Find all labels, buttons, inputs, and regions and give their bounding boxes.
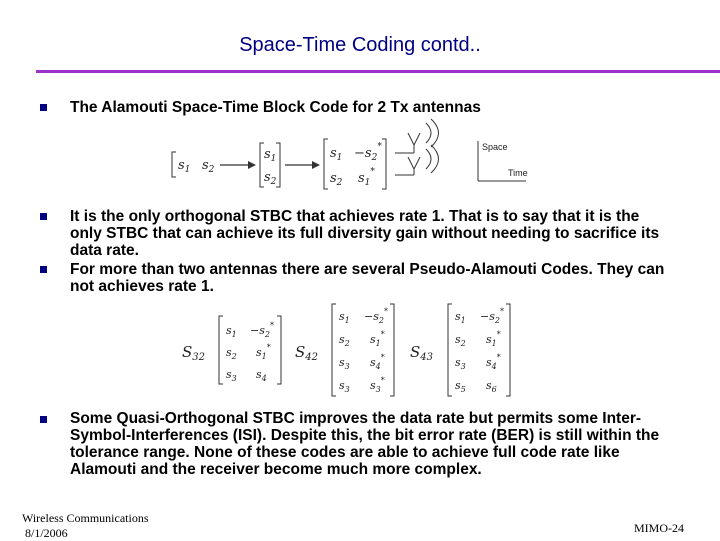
bullet-marker xyxy=(40,213,47,220)
alamouti-diagram xyxy=(0,115,720,210)
bullet-text-quasi-orthogonal: Some Quasi-Orthogonal STBC improves the data rate but permits some Inter-Symbol-Interferences (ISI). Despite this, the bit error rate (BER) is still within the tolerance range. None of these codes are able to achieve full code rate like Alamouti and the receiver become much more complex. xyxy=(70,410,660,478)
s42-entry-32: $s_4^*$ xyxy=(370,353,385,371)
alamouti-entry-11: $s_1$ xyxy=(330,146,343,163)
s32-entry-31: $s_3$ xyxy=(226,368,237,383)
s32-entry-32: $s_4$ xyxy=(256,368,267,383)
pseudo-alamouti-matrices xyxy=(0,296,720,404)
s42-entry-41: $s_3$ xyxy=(339,379,350,394)
matrix-label-s42: $S_{42}$ xyxy=(295,343,319,363)
s43-entry-41: $s_5$ xyxy=(455,379,466,394)
s42-entry-21: $s_2$ xyxy=(339,333,350,348)
column-s1: $s_1$ xyxy=(264,147,277,164)
footer-date: 8/1/2006 xyxy=(25,526,68,540)
footer-course: Wireless Communications xyxy=(22,511,149,525)
s43-entry-21: $s_2$ xyxy=(455,333,466,348)
s32-entry-22: $s_1^*$ xyxy=(256,343,271,361)
matrix-label-s32: $S_{32}$ xyxy=(182,343,206,363)
s43-entry-22: $s_1^*$ xyxy=(486,330,501,348)
s42-entry-42: $s_3^*$ xyxy=(370,376,385,394)
s32-entry-21: $s_2$ xyxy=(226,346,237,361)
s42-entry-11: $s_1$ xyxy=(339,310,350,325)
bullet-marker xyxy=(40,104,47,111)
alamouti-entry-22: $s_1^*$ xyxy=(358,167,375,188)
bullet-marker xyxy=(40,416,47,423)
vector-s2: $s_2$ xyxy=(202,158,215,175)
matrix-label-s43: $S_{43}$ xyxy=(410,343,434,363)
axis-label-space: Space xyxy=(482,142,508,152)
footer-slide-number: MIMO-24 xyxy=(634,521,684,535)
alamouti-entry-21: $s_2$ xyxy=(330,171,343,188)
slide-title: Space-Time Coding contd.. xyxy=(239,34,481,56)
s43-entry-12: $-s_2^*$ xyxy=(480,307,504,325)
alamouti-entry-12: $-s_2^*$ xyxy=(354,142,382,163)
footer-left xyxy=(22,511,149,541)
s43-entry-32: $s_4^*$ xyxy=(486,353,501,371)
s42-entry-12: $-s_2^*$ xyxy=(364,307,388,325)
vector-s1: $s_1$ xyxy=(178,158,191,175)
axis-label-time: Time xyxy=(508,168,528,178)
bullet-text-pseudo-alamouti: For more than two antennas there are several Pseudo-Alamouti Codes. They can not achieves rate 1. xyxy=(70,261,665,295)
s43-entry-31: $s_3$ xyxy=(455,356,466,371)
bullet-text-orthogonal: It is the only orthogonal STBC that achieves rate 1. That is to say that it is the only STBC that can achieve its full diversity gain without needing to sacrifice its data rate. xyxy=(70,208,660,259)
s42-entry-31: $s_3$ xyxy=(339,356,350,371)
s32-entry-12: $-s_2^*$ xyxy=(250,321,274,339)
s43-entry-11: $s_1$ xyxy=(455,310,466,325)
bullet-text-alamouti: The Alamouti Space-Time Block Code for 2 Tx antennas xyxy=(70,99,481,116)
bullet-marker xyxy=(40,266,47,273)
s42-entry-22: $s_1^*$ xyxy=(370,330,385,348)
s43-entry-42: $s_6$ xyxy=(486,379,497,394)
s32-entry-11: $s_1$ xyxy=(226,324,237,339)
column-s2: $s_2$ xyxy=(264,170,277,187)
title-divider xyxy=(36,70,720,73)
